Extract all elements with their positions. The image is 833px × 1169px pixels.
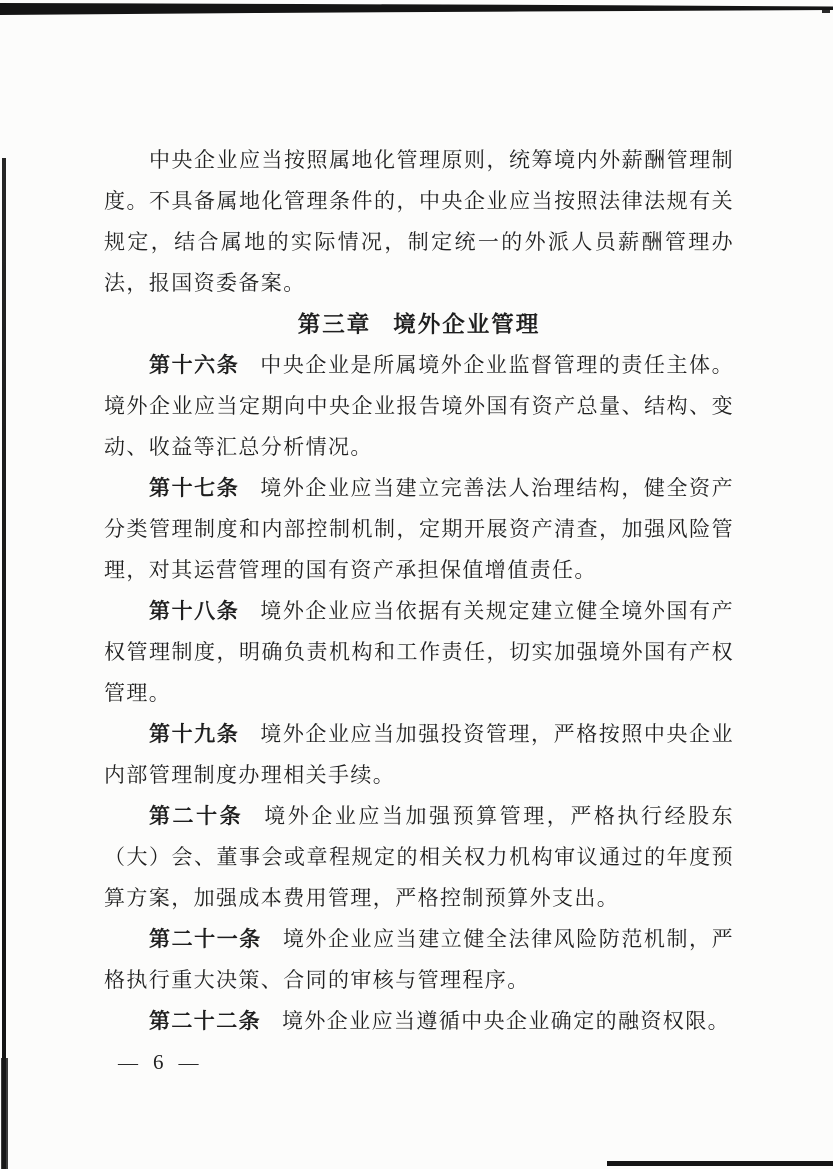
chapter-number: 第三章: [297, 312, 372, 337]
article-text: 境外企业应当加强预算管理，严格执行经股东（大）会、董事会或章程规定的相关权力机构审议通过的年度预算方案，加强成本费用管理，严格控制预算外支出。: [104, 804, 735, 910]
article-text: 中央企业是所属境外企业监督管理的责任主体。境外企业应当定期向中央企业报告境外国有资产总量、结构、变动、收益等汇总分析情况。: [104, 353, 734, 459]
article-number: 第二十二条: [149, 1009, 261, 1033]
chapter-title: 境外企业管理: [393, 312, 541, 337]
article-paragraph-18: [104, 591, 734, 714]
scan-artifact-top-edge: [0, 0, 833, 18]
article-number: 第十七条: [149, 476, 240, 500]
article-text: 境外企业应当建立完善法人治理结构，健全资产分类管理制度和内部控制机制，定期开展资产清查，加强风险管理，对其运营管理的国有资产承担保值增值责任。: [104, 476, 734, 582]
page-number: [118, 1046, 199, 1079]
article-paragraph-22: [104, 1001, 734, 1042]
article-paragraph-17: [104, 468, 734, 591]
document-content: [104, 140, 734, 1042]
intro-paragraph: 中央企业应当按照属地化管理原则，统筹境内外薪酬管理制度。不具备属地化管理条件的，中央企业应当按照法律法规有关规定，结合属地的实际情况，制定统一的外派人员薪酬管理办法，报国资委备案。: [104, 148, 734, 295]
scan-artifact-left-edge: [2, 158, 6, 1169]
article-number: 第十九条: [149, 722, 240, 746]
article-paragraph-19: [104, 714, 734, 796]
article-number: 第二十条: [149, 804, 244, 828]
page-number-value: 6: [153, 1050, 164, 1074]
article-text: 境外企业应当建立健全法律风险防范机制，严格执行重大决策、合同的审核与管理程序。: [104, 927, 735, 992]
article-number: 第二十一条: [149, 927, 262, 951]
scan-artifact-left-edge-smudge: [1, 1058, 8, 1169]
article-text: 境外企业应当依据有关规定建立健全境外国有产权管理制度，明确负责机构和工作责任，切实加强境外国有产权管理。: [104, 599, 734, 705]
article-paragraph-20: [104, 796, 734, 919]
article-number: 第十六条: [149, 353, 240, 377]
chapter-heading: [104, 304, 734, 345]
article-paragraph-16: [104, 345, 734, 468]
article-text: 境外企业应当加强投资管理，严格按照中央企业内部管理制度办理相关手续。: [104, 722, 734, 787]
page-number-left-dash: —: [118, 1052, 138, 1074]
article-paragraph-21: [104, 919, 734, 1001]
page-number-right-dash: —: [178, 1052, 199, 1074]
scan-artifact-bottom-edge: [607, 1161, 833, 1166]
article-number: 第十八条: [149, 599, 240, 623]
article-text: 境外企业应当遵循中央企业确定的融资权限。: [282, 1009, 730, 1033]
